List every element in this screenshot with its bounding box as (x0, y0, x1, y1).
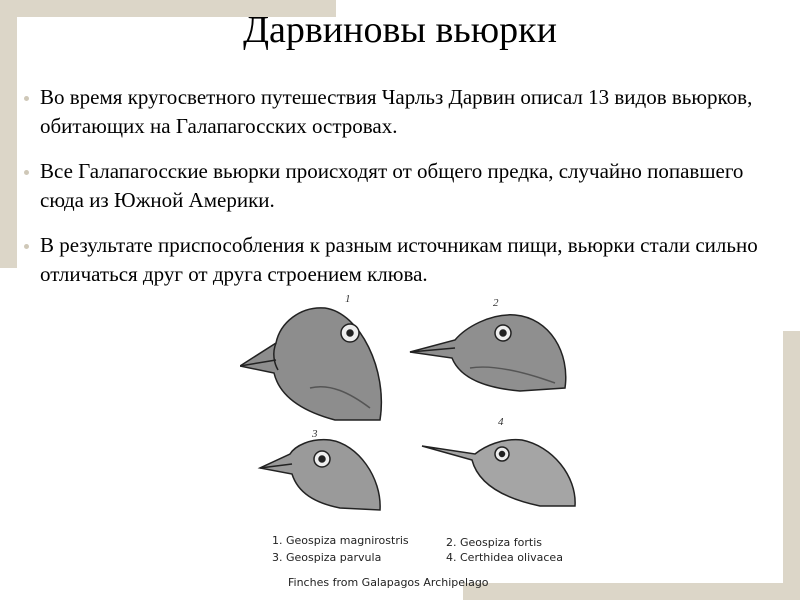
finch-number-4: 4 (498, 416, 504, 428)
bullet-list (18, 83, 788, 305)
bullet-text: Во время кругосветного путешествия Чарльз Дарвин описал 13 видов вьюрков, обитающих на Галапагосских островах. (40, 85, 753, 138)
finch-number-2: 2 (493, 297, 499, 309)
slide-title: Дарвиновы вьюрки (243, 9, 557, 51)
bullet-item (18, 157, 788, 215)
finch-figure (240, 288, 580, 588)
bullet-text: Все Галапагосские вьюрки происходят от общего предка, случайно попавшего сюда из Южной Америки. (40, 159, 744, 212)
bullet-marker (24, 170, 29, 175)
finch-illustration (240, 288, 580, 588)
bullet-text: В результате приспособления к разным источникам пищи, вьюрки стали сильно отличаться друг от друга строением клюва. (40, 233, 758, 286)
legend-species-2: 2. Geospiza fortis (446, 536, 543, 549)
finch-head-4 (422, 440, 575, 506)
finch-number-3: 3 (312, 428, 318, 440)
bullet-item (18, 83, 788, 141)
legend-species-4: 4. Certhidea olivacea (446, 551, 563, 564)
figure-caption: Finches from Galapagos Archipelago (288, 576, 489, 588)
finch-number-1: 1 (345, 293, 351, 305)
legend-species-3: 3. Geospiza parvula (272, 551, 382, 564)
legend-species-1: 1. Geospiza magnirostris (272, 534, 409, 547)
bullet-marker (24, 244, 29, 249)
finch-head-1 (240, 308, 381, 420)
bullet-item (18, 231, 788, 289)
finch-head-3 (260, 440, 380, 510)
finch-head-2 (410, 315, 566, 391)
bullet-marker (24, 96, 29, 101)
